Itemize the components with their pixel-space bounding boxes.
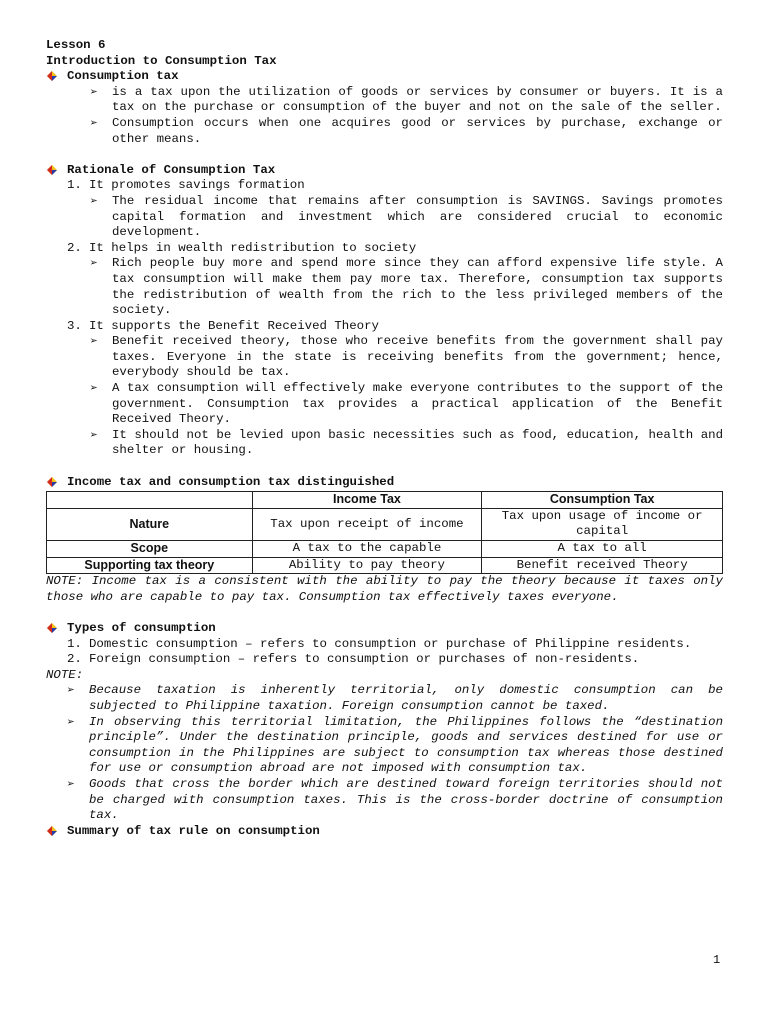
section-summary bbox=[46, 824, 723, 840]
diamond-bullet-icon bbox=[46, 621, 67, 637]
table-row bbox=[47, 557, 723, 574]
table-cell: Tax upon usage of income or capital bbox=[482, 508, 723, 540]
item-number: 3. bbox=[67, 318, 82, 333]
arrow-bullet-icon: ➢ bbox=[67, 683, 75, 699]
list-item bbox=[90, 334, 723, 381]
section-heading: Types of consumption bbox=[67, 620, 216, 635]
section-rationale bbox=[46, 163, 723, 179]
list-item bbox=[67, 715, 723, 777]
arrow-bullet-icon: ➢ bbox=[90, 381, 98, 397]
arrow-bullet-icon: ➢ bbox=[90, 427, 98, 443]
numbered-item bbox=[67, 652, 723, 668]
list-item-text: Rich people buy more and spend more since they can afford expensive life style. A tax consumption will make them pay more tax. Therefore, consumption tax supports the redistribution of wealth from the rich to the less privileged members of the society. bbox=[112, 256, 723, 318]
item-number: 1. bbox=[67, 178, 82, 193]
numbered-item bbox=[67, 241, 723, 257]
diamond-bullet-icon bbox=[46, 163, 67, 179]
arrow-bullet-icon: ➢ bbox=[90, 115, 98, 131]
table-cell: Benefit received Theory bbox=[482, 557, 723, 574]
diamond-bullet-icon bbox=[46, 69, 67, 85]
table-header-cell bbox=[47, 492, 253, 509]
numbered-item bbox=[67, 637, 723, 653]
section-consumption-tax bbox=[46, 69, 723, 85]
list-item bbox=[90, 116, 723, 147]
table-header-cell: Consumption Tax bbox=[482, 492, 723, 509]
arrow-bullet-icon: ➢ bbox=[90, 84, 98, 100]
section-distinguished bbox=[46, 475, 723, 491]
table-row bbox=[47, 508, 723, 540]
item-text: Foreign consumption – refers to consumption or purchases of non-residents. bbox=[89, 652, 640, 667]
document-page bbox=[46, 38, 723, 839]
table-cell: Tax upon receipt of income bbox=[252, 508, 482, 540]
arrow-bullet-icon: ➢ bbox=[67, 714, 75, 730]
numbered-item bbox=[67, 178, 723, 194]
table-row-label: Nature bbox=[47, 508, 253, 540]
item-text: Domestic consumption – refers to consumption or purchase of Philippine residents. bbox=[89, 636, 692, 651]
table-row bbox=[47, 541, 723, 558]
comparison-table bbox=[46, 491, 723, 574]
section-heading: Consumption tax bbox=[67, 69, 179, 84]
section-heading: Income tax and consumption tax distinguished bbox=[67, 474, 395, 489]
numbered-item bbox=[67, 319, 723, 335]
list-item-text: A tax consumption will effectively make everyone contributes to the support of the government. Consumption tax provides a practical application of the Benefit Received Theory. bbox=[112, 381, 723, 427]
arrow-bullet-icon: ➢ bbox=[67, 776, 75, 792]
list-item bbox=[67, 683, 723, 714]
list-item bbox=[90, 428, 723, 459]
list-item-text: is a tax upon the utilization of goods or services by consumer or buyers. It is a tax on the purchase or consumption of the buyer and not on the sale of the seller. bbox=[112, 84, 723, 115]
diamond-bullet-icon bbox=[46, 824, 67, 840]
table-cell: Ability to pay theory bbox=[252, 557, 482, 574]
table-cell: A tax to all bbox=[482, 541, 723, 558]
item-number: 1. bbox=[67, 636, 82, 651]
section-types bbox=[46, 621, 723, 637]
list-item-text: Because taxation is inherently territorial, only domestic consumption can be subjected to Philippine taxation. Foreign consumption cannot be taxed. bbox=[89, 683, 723, 713]
table-header-cell: Income Tax bbox=[252, 492, 482, 509]
note-label: NOTE: bbox=[46, 667, 84, 682]
diamond-bullet-icon bbox=[46, 475, 67, 491]
table-cell: A tax to the capable bbox=[252, 541, 482, 558]
document-title: Introduction to Consumption Tax bbox=[46, 53, 277, 68]
list-item bbox=[90, 381, 723, 428]
table-row-label: Supporting tax theory bbox=[47, 557, 253, 574]
list-item-text: Consumption occurs when one acquires good or services by purchase, exchange or other means. bbox=[112, 115, 723, 146]
table-note: NOTE: Income tax is a consistent with the ability to pay the theory because it taxes only those who are capable to pay tax. Consumption tax effectively taxes everyone. bbox=[46, 574, 723, 604]
section-heading: Summary of tax rule on consumption bbox=[67, 823, 320, 838]
list-item-text: It should not be levied upon basic necessities such as food, education, health and shelter or housing. bbox=[112, 427, 723, 458]
page-number: 1 bbox=[713, 953, 721, 967]
list-item-text: Benefit received theory, those who receive benefits from the government shall pay taxes. Everyone in the state is receiving benefits from the government; hence, everybody should be tax. bbox=[112, 334, 723, 380]
lesson-label: Lesson 6 bbox=[46, 38, 106, 52]
table-header-row bbox=[47, 492, 723, 509]
table-row-label: Scope bbox=[47, 541, 253, 558]
arrow-bullet-icon: ➢ bbox=[90, 334, 98, 350]
arrow-bullet-icon: ➢ bbox=[90, 193, 98, 209]
item-title: It supports the Benefit Received Theory bbox=[89, 318, 379, 333]
list-item-text: In observing this territorial limitation, the Philippines follows the “destination principle”. Under the destination principle, goods and services destined for use or consumption in the Philippines are subject to consumption tax whereas those destined for use or consumption abroad are not imposed with consumption tax. bbox=[89, 714, 723, 776]
item-number: 2. bbox=[67, 240, 82, 255]
arrow-bullet-icon: ➢ bbox=[90, 256, 98, 272]
section-heading: Rationale of Consumption Tax bbox=[67, 162, 276, 177]
list-item bbox=[90, 256, 723, 318]
item-title: It helps in wealth redistribution to society bbox=[89, 240, 417, 255]
list-item bbox=[90, 85, 723, 116]
list-item bbox=[67, 777, 723, 824]
item-number: 2. bbox=[67, 652, 82, 667]
list-item bbox=[90, 194, 723, 241]
item-title: It promotes savings formation bbox=[89, 178, 305, 193]
list-item-text: The residual income that remains after consumption is SAVINGS. Savings promotes capital formation and investment which are considered crucial to economic development. bbox=[112, 193, 723, 240]
list-item-text: Goods that cross the border which are destined toward foreign territories should not be charged with consumption taxes. This is the cross-border doctrine of consumption tax. bbox=[89, 776, 723, 823]
